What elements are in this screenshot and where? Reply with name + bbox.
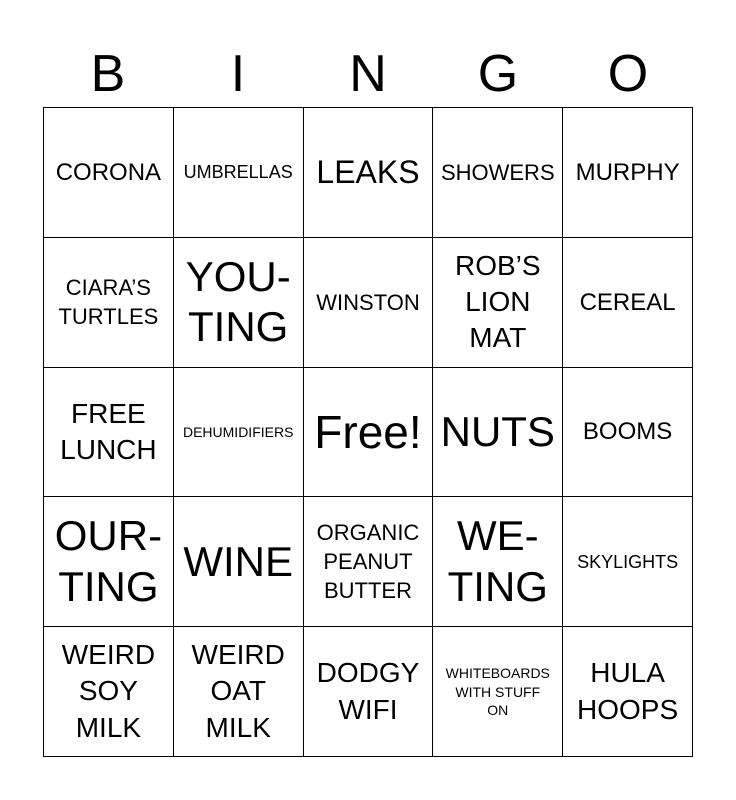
cell-label: WEIRD OAT MILK (191, 639, 285, 743)
cell-label: BOOMS (582, 418, 673, 446)
cell-label: WEIRD SOY MILK (61, 639, 156, 743)
cell-label: YOU- TING (185, 252, 291, 351)
bingo-cell-r2-c1[interactable] (174, 368, 304, 498)
cell-label: DEHUMIDIFIERS (182, 423, 294, 440)
bingo-cell-free-space[interactable] (304, 368, 434, 498)
bingo-cell-r3-c1[interactable] (174, 497, 304, 627)
bingo-cell-r4-c1[interactable] (174, 627, 304, 757)
bingo-cell-r1-c3[interactable] (433, 238, 563, 368)
cell-label: ORGANIC PEANUT BUTTER (316, 520, 420, 604)
cell-label: SKYLIGHTS (577, 551, 679, 572)
cell-label: LEAKS (316, 153, 420, 190)
bingo-grid (43, 107, 693, 757)
cell-label: HULA HOOPS (577, 657, 679, 725)
cell-label: MURPHY (575, 158, 680, 186)
cell-label: FREE LUNCH (60, 397, 157, 465)
cell-label: ROB’S LION MAT (455, 249, 541, 354)
bingo-cell-r1-c2[interactable] (304, 238, 434, 368)
bingo-cell-r3-c4[interactable] (563, 497, 693, 627)
cell-label: WINE (183, 537, 294, 585)
bingo-cell-r4-c0[interactable] (44, 627, 174, 757)
bingo-cell-r0-c3[interactable] (433, 108, 563, 238)
bingo-cell-r0-c1[interactable] (174, 108, 304, 238)
header-letter-g: G (477, 45, 519, 103)
header-letter-n: N (349, 45, 387, 103)
bingo-cell-r1-c0[interactable] (44, 238, 174, 368)
bingo-cell-r4-c4[interactable] (563, 627, 693, 757)
header-letter-i: I (230, 45, 246, 103)
bingo-cell-r0-c2[interactable] (304, 108, 434, 238)
bingo-cell-r1-c1[interactable] (174, 238, 304, 368)
cell-label: WINSTON (316, 289, 420, 315)
bingo-cell-r1-c4[interactable] (563, 238, 693, 368)
cell-label: WE- TING (447, 512, 548, 610)
cell-label: NUTS (440, 407, 555, 455)
bingo-cell-r2-c4[interactable] (563, 368, 693, 498)
cell-label: CORONA (55, 158, 162, 186)
bingo-cell-r4-c3[interactable] (433, 627, 563, 757)
bingo-cell-r0-c4[interactable] (563, 108, 693, 238)
bingo-cell-r2-c0[interactable] (44, 368, 174, 498)
bingo-cell-r3-c0[interactable] (44, 497, 174, 627)
cell-label: UMBRELLAS (183, 162, 293, 183)
cell-label: WHITEBOARDS WITH STUFF ON (445, 665, 550, 718)
cell-label: CIARA’S TURTLES (58, 275, 159, 330)
cell-label: OUR- TING (54, 512, 163, 610)
cell-label: DODGY WIFI (316, 657, 420, 725)
cell-label: CEREAL (579, 288, 676, 316)
bingo-cell-r3-c2[interactable] (304, 497, 434, 627)
bingo-header (43, 40, 693, 108)
bingo-cell-r0-c0[interactable] (44, 108, 174, 238)
header-letter-o: O (607, 45, 649, 103)
header-letter-b: B (90, 45, 126, 103)
cell-label: SHOWERS (440, 159, 555, 185)
bingo-cell-r2-c3[interactable] (433, 368, 563, 498)
free-space-label: Free! (314, 405, 422, 458)
bingo-cell-r3-c3[interactable] (433, 497, 563, 627)
bingo-cell-r4-c2[interactable] (304, 627, 434, 757)
